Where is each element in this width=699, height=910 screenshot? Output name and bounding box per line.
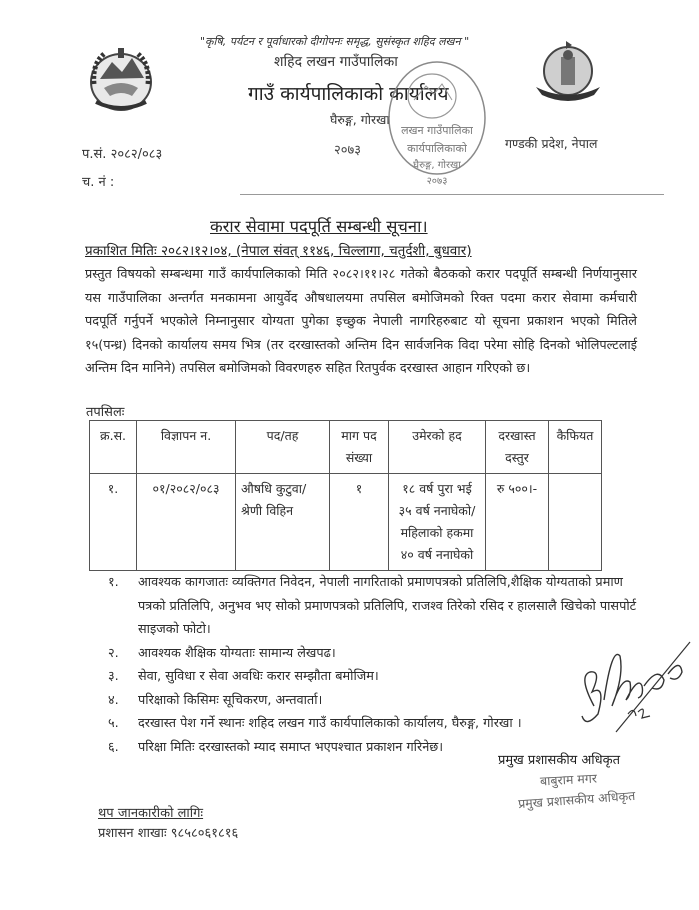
header-remarks: कैफियत — [549, 421, 602, 474]
seal-signatory-title: प्रमुख प्रशासकीय अधिकृत — [517, 787, 636, 812]
cell-age-limit: १८ वर्ष पुरा भई ३५ वर्ष ननाघेको/ महिलाको हकमा ४० वर्ष ननाघेको — [389, 474, 486, 571]
header-fee: दरखास्त दस्तुर — [486, 421, 549, 474]
list-item — [108, 571, 648, 642]
cell-remarks — [549, 474, 602, 571]
published-date: प्रकाशित मितिः २०८२।१२।०४, (नेपाल संवत् ११४६, चिल्लागा, चतुर्दशी, बुधवार) — [85, 243, 472, 259]
header-age-limit: उमेरको हद — [389, 421, 486, 474]
handwritten-signature — [572, 636, 692, 746]
list-item-number: ५. — [108, 716, 119, 731]
header-count: माग पद संख्या — [330, 421, 389, 474]
cell-sn: १. — [90, 474, 137, 571]
list-item-text: परिक्षा मितिः दरखास्तको म्याद समाप्त भएपश्चात प्रकाशन गरिनेछ। — [138, 739, 444, 755]
office-stamp — [382, 56, 492, 190]
list-item-text: सेवा, सुविधा र सेवा अवधिः करार सम्झौता बमोजिम। — [138, 669, 379, 684]
seal-signatory-name: बाबुराम मगर — [539, 770, 598, 789]
list-item — [108, 712, 648, 736]
notice-title: करार सेवामा पदपूर्ति सम्बन्धी सूचना। — [210, 217, 428, 236]
motto: "कृषि, पर्यटन र पूर्वाधारको दीगोपनः समृद्ध, सुसंस्कृत शहिद लखन " — [200, 35, 470, 48]
signatory-title: प्रमुख प्रशासकीय अधिकृत — [498, 753, 621, 768]
header-advert-no: विज्ञापन न. — [137, 421, 236, 474]
requirements-list — [108, 571, 648, 759]
vacancy-table — [89, 420, 602, 571]
header-post: पद/तह — [236, 421, 330, 474]
municipality-logo-icon — [528, 37, 608, 107]
details-label: तपसिलः — [86, 405, 125, 420]
list-item-text: आवश्यक शैक्षिक योग्यताः सामान्य लेखपढ। — [138, 645, 336, 661]
list-item — [108, 689, 648, 713]
list-item — [108, 642, 648, 666]
table-header-row — [90, 421, 602, 474]
list-item-number: २. — [108, 645, 119, 661]
office-address: घैरुङ्ग, गोरखा — [330, 112, 390, 127]
more-info-label: थप जानकारीको लागिः — [98, 806, 204, 821]
reference-number: प.सं. २०८२/०८३ — [82, 147, 163, 162]
office-name: गाउँ कार्यपालिकाको कार्यालय — [248, 83, 449, 105]
cell-count: १ — [330, 474, 389, 571]
list-item-text: दरखास्त पेश गर्ने स्थानः शहिद लखन गाउँ कार्यपालिकाको कार्यालय, घैरुङ्ग, गोरखा । — [138, 716, 522, 731]
established-year: २०७३ — [334, 143, 362, 158]
dispatch-number: च. नं : — [82, 175, 115, 190]
svg-text:घैरुङ्ग, गोरखा: घैरुङ्ग, गोरखा — [413, 160, 461, 171]
cell-fee: रु ५००।- — [486, 474, 549, 571]
cell-advert-no: ०१/२०८२/०८३ — [137, 474, 236, 571]
admin-phone: प्रशासन शाखाः ९८५८०६१८१६ — [98, 826, 239, 841]
province-text: गण्डकी प्रदेश, नेपाल — [505, 136, 598, 151]
header-divider — [240, 194, 664, 195]
svg-text:लखन गाउँपालिका: लखन गाउँपालिका — [401, 124, 473, 137]
list-item-text: आवश्यक कागजातः व्यक्तिगत निवेदन, नेपाली नागरिताको प्रमाणपत्रको प्रतिलिपि,शैक्षिक योग्यताको प्रमाण पत्रको प्रतिलिपि, अनुभव भए सोको प्रमाणपत्रको प्रतिलिपि, राजश्व तिरेको रसिद र हालसालै खिचेको पासपोर्ट साइजको फोटो। — [138, 575, 637, 637]
nepal-emblem-icon — [82, 44, 160, 114]
list-item-number: ३. — [108, 669, 119, 684]
svg-text:कार्यपालिकाको: कार्यपालिकाको — [407, 142, 467, 155]
table-row — [90, 474, 602, 571]
header-sn: क्र.स. — [90, 421, 137, 474]
list-item — [108, 665, 648, 689]
list-item-number: ६. — [108, 739, 119, 755]
list-item-text: परिक्षाको किसिमः सूचिकरण, अन्तवार्ता। — [138, 692, 323, 708]
cell-post: औषधि कुटुवा/ श्रेणी विहिन — [236, 474, 330, 571]
svg-text:२०७३: २०७३ — [426, 176, 448, 187]
list-item-number: ४. — [108, 692, 119, 708]
list-item-number: १. — [108, 575, 119, 590]
notice-body: प्रस्तुत विषयको सम्बन्धमा गाउँ कार्यपालिकाको मिति २०८२।११।२८ गतेको बैठकको करार पदपूर्ति सम्बन्धी निर्णयानुसार यस गाउँपालिका अन्तर्गत मनकामना आयुर्वेद औषधालयमा तपसिल बमोजिमको रिक्त पदमा करार सेवामा कर्मचारी पदपूर्ति गर्नुपर्ने भएकोले निम्नानुसार योग्यता पुगेका इच्छुक नेपाली नागरिहरुबाट यो सूचना प्रकाशन भएको मितिले १५(पन्ध्र) दिनको कार्यालय समय भित्र (तर दरखास्तको अन्तिम दिन सार्वजनिक विदा परेमा सोहि दिनको भोलिपल्टलाई अन्तिम दिन मानिने) तपसिल बमोजिमको विवरणहरु सहित रितपुर्वक दरखास्त आहान गरिएको छ। — [85, 267, 637, 376]
municipality-name: शहिद लखन गाउँपालिका — [274, 54, 398, 70]
